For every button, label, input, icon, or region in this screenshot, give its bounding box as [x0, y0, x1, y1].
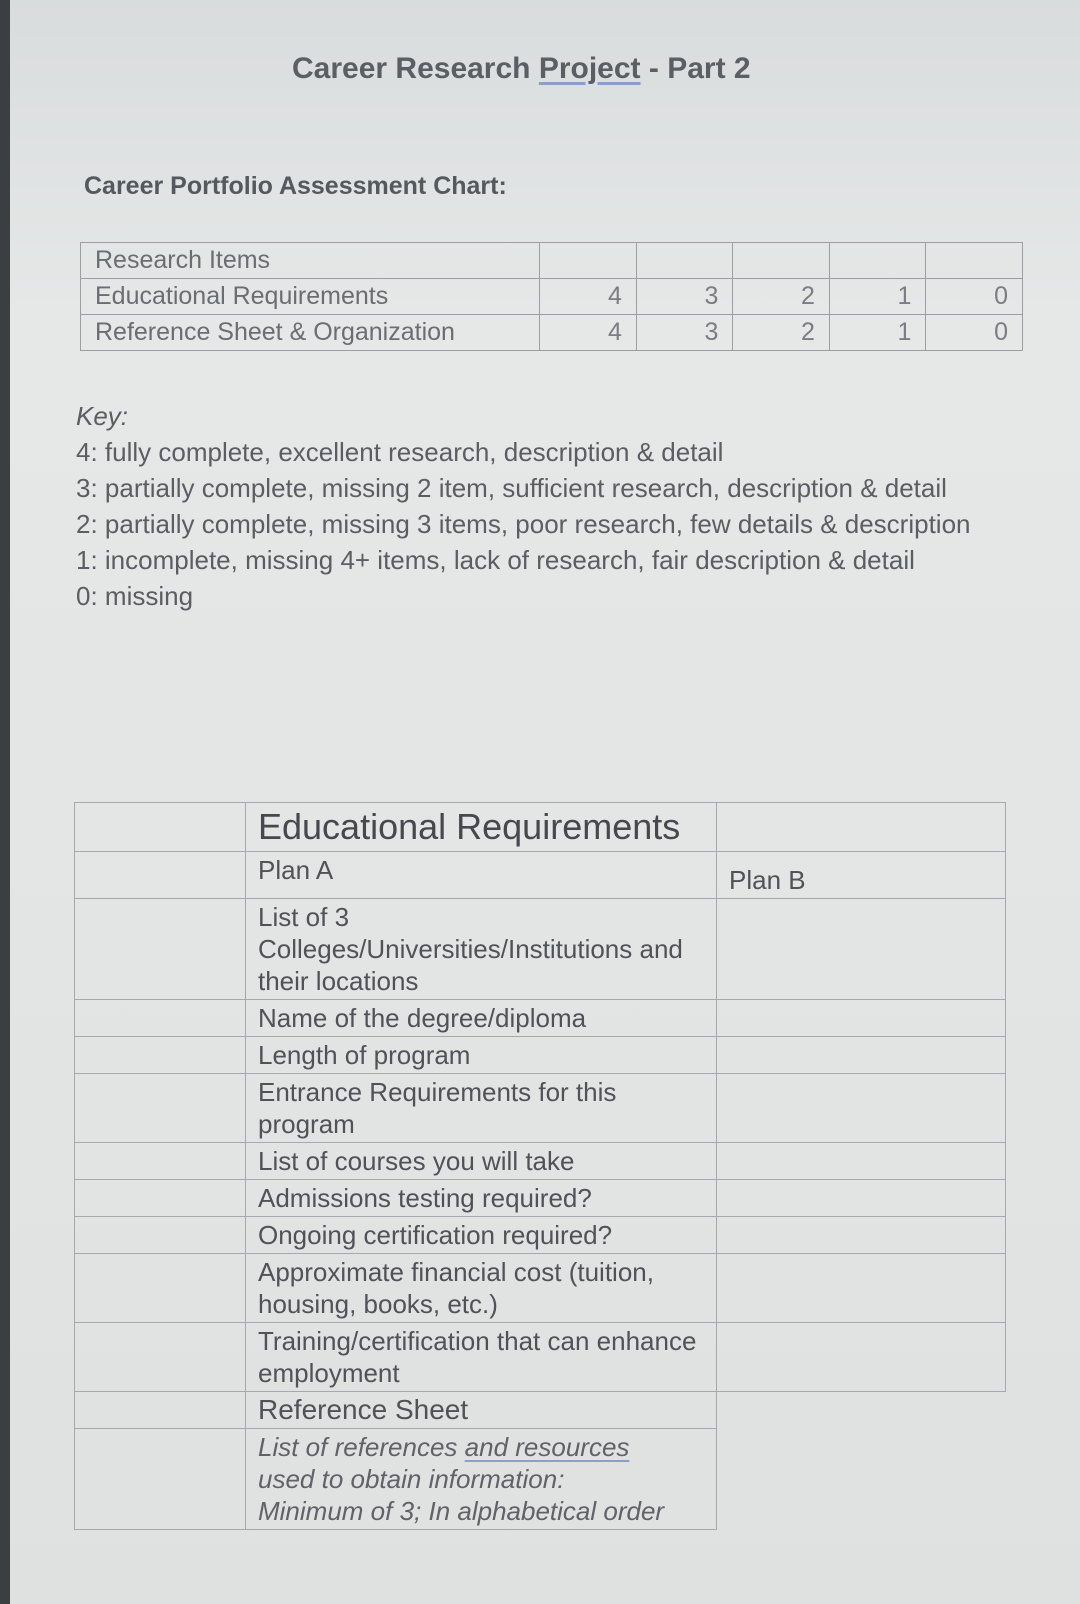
chart-empty-cell	[733, 243, 830, 279]
scoring-key	[76, 398, 1006, 614]
key-heading: Key:	[76, 401, 129, 431]
key-line: 2: partially complete, missing 3 items, poor research, few details & description	[76, 509, 971, 539]
edu-blank-cell	[75, 1217, 246, 1254]
score-cell: 2	[733, 315, 830, 351]
screen-edge	[0, 0, 10, 1604]
edu-answer-cell[interactable]	[717, 1180, 1006, 1217]
title-underlined-word: Project	[538, 52, 641, 85]
score-cell: 2	[733, 279, 830, 315]
edu-empty-space	[717, 1392, 1006, 1429]
edu-blank-cell	[75, 1000, 246, 1037]
title-tail: - Part 2	[640, 52, 751, 85]
edu-item-row	[75, 1254, 1006, 1323]
edu-item: Ongoing certification required?	[246, 1217, 717, 1254]
plan-b-label: Plan B	[717, 852, 1006, 899]
chart-empty-cell	[540, 243, 637, 279]
edu-answer-cell[interactable]	[717, 1074, 1006, 1143]
edu-answer-cell[interactable]	[717, 1037, 1006, 1074]
edu-blank-cell	[75, 803, 246, 852]
score-cell: 1	[829, 279, 926, 315]
edu-item-row	[75, 1074, 1006, 1143]
edu-answer-cell[interactable]	[717, 1000, 1006, 1037]
score-cell: 0	[926, 315, 1023, 351]
edu-item: List of courses you will take	[246, 1143, 717, 1180]
edu-item: Admissions testing required?	[246, 1180, 717, 1217]
reference-line3: Minimum of 3; In alphabetical order	[258, 1496, 665, 1526]
edu-item: Training/certification that can enhance employment	[246, 1323, 717, 1392]
edu-item-row	[75, 1000, 1006, 1037]
edu-item-row	[75, 1143, 1006, 1180]
edu-item-row	[75, 899, 1006, 1000]
edu-blank-cell	[75, 1180, 246, 1217]
edu-blank-cell	[75, 1254, 246, 1323]
page-title	[292, 52, 751, 86]
edu-blank-cell	[75, 1392, 246, 1429]
chart-row-label: Reference Sheet & Organization	[81, 315, 540, 351]
edu-item-row	[75, 1217, 1006, 1254]
key-line: 4: fully complete, excellent research, description & detail	[76, 437, 724, 467]
edu-blank-cell	[75, 1429, 246, 1530]
edu-item: Name of the degree/diploma	[246, 1000, 717, 1037]
edu-blank-cell	[75, 1037, 246, 1074]
chart-row	[81, 279, 1023, 315]
edu-item: Approximate financial cost (tuition, housing, books, etc.)	[246, 1254, 717, 1323]
score-cell: 0	[926, 279, 1023, 315]
chart-row-label: Educational Requirements	[81, 279, 540, 315]
reference-description	[246, 1429, 717, 1530]
edu-plan-row	[75, 852, 1006, 899]
score-cell: 3	[636, 279, 733, 315]
key-line: 3: partially complete, missing 2 item, sufficient research, description & detail	[76, 473, 947, 503]
edu-item: List of 3 Colleges/Universities/Institutions and their locations	[246, 899, 717, 1000]
key-line: 1: incomplete, missing 4+ items, lack of research, fair description & detail	[76, 545, 915, 575]
reference-heading: Reference Sheet	[246, 1392, 717, 1429]
chart-empty-cell	[829, 243, 926, 279]
reference-line2: used to obtain information:	[258, 1464, 565, 1494]
edu-answer-cell[interactable]	[717, 1217, 1006, 1254]
edu-empty-cell	[717, 803, 1006, 852]
edu-blank-cell	[75, 899, 246, 1000]
chart-header-cell: Research Items	[81, 243, 540, 279]
edu-empty-space	[717, 1429, 1006, 1530]
plan-a-label: Plan A	[246, 852, 717, 899]
key-line: 0: missing	[76, 581, 194, 611]
edu-blank-cell	[75, 1074, 246, 1143]
edu-heading-row	[75, 803, 1006, 852]
assessment-chart	[80, 242, 1023, 351]
education-table	[74, 802, 1006, 1530]
edu-heading: Educational Requirements	[246, 803, 717, 852]
score-cell: 4	[540, 315, 637, 351]
edu-blank-cell	[75, 852, 246, 899]
chart-empty-cell	[926, 243, 1023, 279]
score-cell: 4	[540, 279, 637, 315]
title-main: Career Research	[292, 52, 539, 85]
edu-answer-cell[interactable]	[717, 1143, 1006, 1180]
edu-blank-cell	[75, 1323, 246, 1392]
chart-header-row	[81, 243, 1023, 279]
edu-answer-cell[interactable]	[717, 1323, 1006, 1392]
chart-empty-cell	[636, 243, 733, 279]
edu-item-row	[75, 1323, 1006, 1392]
edu-item: Entrance Requirements for this program	[246, 1074, 717, 1143]
edu-item-row	[75, 1180, 1006, 1217]
chart-subtitle: Career Portfolio Assessment Chart:	[84, 172, 507, 200]
score-cell: 1	[829, 315, 926, 351]
reference-line1-a: List of references	[258, 1432, 465, 1462]
edu-item: Length of program	[246, 1037, 717, 1074]
edu-item-row	[75, 1037, 1006, 1074]
reference-line1-b: and resources	[464, 1432, 630, 1462]
reference-heading-row	[75, 1392, 1006, 1429]
edu-answer-cell[interactable]	[717, 1254, 1006, 1323]
edu-blank-cell	[75, 1143, 246, 1180]
edu-answer-cell[interactable]	[717, 899, 1006, 1000]
chart-row	[81, 315, 1023, 351]
score-cell: 3	[636, 315, 733, 351]
reference-row	[75, 1429, 1006, 1530]
